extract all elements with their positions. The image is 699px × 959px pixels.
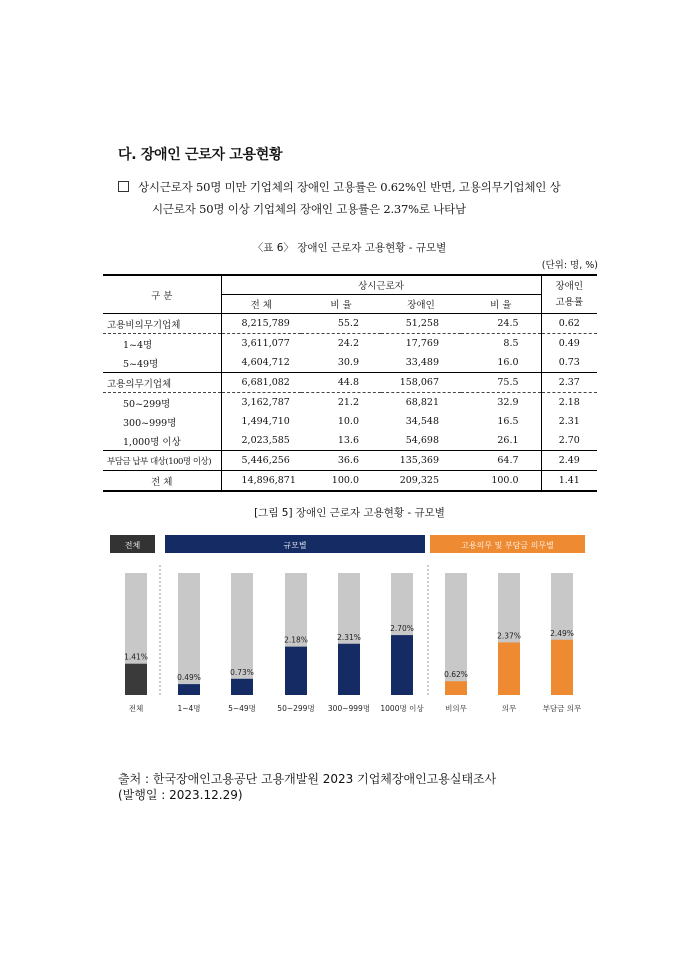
table-cell-ratio2: 100.0 — [461, 471, 541, 492]
group-header-total-label: 전체 — [124, 541, 141, 550]
data-label: 2.18% — [284, 635, 308, 645]
header-category: 구 분 — [103, 275, 221, 314]
table-row — [103, 412, 597, 431]
table-row — [103, 393, 597, 413]
table-cell-ratio1: 36.6 — [301, 451, 381, 471]
data-label: 2.37% — [497, 631, 521, 641]
header-group: 상시근로자 — [221, 275, 541, 295]
table-cell-label: 300~999명 — [123, 417, 177, 429]
header-total: 전 체 — [221, 295, 301, 314]
bar — [391, 635, 413, 695]
table-cell-rate: 2.70 — [541, 431, 597, 451]
bar — [551, 640, 573, 695]
table-cell-disabled: 17,769 — [405, 338, 439, 349]
group-header-size-label: 규모별 — [283, 541, 307, 550]
table-cell-total: 8,215,789 — [221, 314, 301, 334]
table-cell-label: 5~49명 — [103, 353, 221, 373]
table-cell-label: 전 체 — [103, 471, 221, 492]
table-cell-total: 6,681,082 — [221, 373, 301, 393]
bar — [285, 647, 307, 695]
bar — [445, 681, 467, 695]
table-cell-total: 2,023,585 — [221, 431, 301, 451]
table-cell-ratio1: 13.6 — [301, 431, 381, 451]
table-row — [103, 451, 597, 471]
header-ratio1: 비 율 — [301, 295, 381, 314]
table-cell-ratio2: 8.5 — [503, 338, 519, 349]
table-cell-ratio1: 30.9 — [301, 353, 381, 373]
table-cell-ratio1: 24.2 — [337, 338, 359, 349]
table-cell-ratio1: 21.2 — [337, 397, 359, 408]
table-row — [103, 353, 597, 373]
employment-table — [103, 274, 597, 492]
bar — [338, 644, 360, 695]
header-ratio2: 비 율 — [461, 295, 541, 314]
table-cell-disabled: 34,548 — [405, 416, 439, 427]
data-label: 0.73% — [230, 667, 254, 677]
table-cell-rate: 2.37 — [541, 373, 597, 393]
source-line-2: (발행일 : 2023.12.29) — [118, 788, 243, 802]
table-cell-rate: 0.49 — [541, 334, 597, 354]
category-label: 300~999명 — [327, 704, 371, 713]
summary-line-1: 상시근로자 50명 미만 기업체의 장애인 고용률은 0.62%인 반면, 고용의무기업체인 상 — [138, 180, 561, 194]
category-label: 의무 — [501, 704, 517, 713]
table-cell-disabled: 158,067 — [381, 373, 461, 393]
table-cell-label: 1~4명 — [123, 339, 153, 351]
table-cell-ratio1: 100.0 — [301, 471, 381, 492]
table-cell-label: 고용비의무기업체 — [103, 314, 221, 334]
table-cell-label: 1,000명 이상 — [103, 431, 221, 451]
table-cell-ratio2: 32.9 — [497, 397, 519, 408]
category-label: 1000명 이상 — [380, 704, 424, 713]
table-cell-ratio2: 24.5 — [461, 314, 541, 334]
table-row — [103, 471, 597, 492]
table-cell-ratio2: 26.1 — [461, 431, 541, 451]
header-disabled: 장애인 — [381, 295, 461, 314]
category-label: 50~299명 — [277, 704, 315, 713]
table-cell-ratio2: 16.0 — [461, 353, 541, 373]
table-cell-rate: 2.49 — [541, 451, 597, 471]
data-label: 0.62% — [444, 670, 468, 680]
bar — [178, 684, 200, 695]
table-cell-total: 4,604,712 — [221, 353, 301, 373]
table-row — [103, 373, 597, 393]
figure-caption: [그림 5] 장애인 근로자 고용현황 - 규모별 — [254, 507, 445, 519]
table-cell-rate: 2.31 — [541, 412, 597, 431]
table-cell-ratio2: 16.5 — [497, 416, 519, 427]
source-note — [118, 771, 496, 803]
header-rate-line1: 장애인 — [555, 280, 584, 292]
table-cell-rate: 1.41 — [541, 471, 597, 492]
table-caption: 〈표 6〉 장애인 근로자 고용현황 - 규모별 — [252, 242, 447, 254]
group-header-obligation-label: 고용의무 및 부담금 의무별 — [461, 541, 554, 550]
table-row — [103, 431, 597, 451]
table-cell-disabled: 68,821 — [405, 397, 439, 408]
data-label: 2.31% — [337, 632, 361, 642]
table-cell-disabled: 51,258 — [381, 314, 461, 334]
table-cell-rate: 0.62 — [541, 314, 597, 334]
table-cell-ratio1: 44.8 — [301, 373, 381, 393]
table-cell-total: 3,611,077 — [221, 334, 301, 354]
table-cell-ratio2: 75.5 — [461, 373, 541, 393]
table-cell-disabled: 209,325 — [381, 471, 461, 492]
header-rate — [541, 275, 597, 314]
checkbox-bullet-icon — [118, 181, 129, 192]
table-cell-ratio2: 64.7 — [461, 451, 541, 471]
table-row — [103, 334, 597, 354]
employment-rate-chart — [110, 533, 590, 718]
bar — [231, 679, 253, 695]
table-cell-disabled: 54,698 — [381, 431, 461, 451]
category-label: 1~4명 — [177, 704, 201, 713]
table-cell-ratio1: 10.0 — [337, 416, 359, 427]
table-cell-disabled: 135,369 — [381, 451, 461, 471]
table-cell-total: 3,162,787 — [221, 393, 301, 413]
table-row — [103, 314, 597, 334]
table-cell-rate: 0.73 — [541, 353, 597, 373]
table-cell-ratio1: 55.2 — [301, 314, 381, 334]
bar — [125, 664, 147, 695]
table-cell-total: 5,446,256 — [221, 451, 301, 471]
section-heading: 다. 장애인 근로자 고용현황 — [118, 147, 283, 163]
category-label: 전체 — [128, 704, 144, 713]
table-cell-total: 1,494,710 — [221, 412, 301, 431]
table-cell-rate: 2.18 — [541, 393, 597, 413]
summary-line-2: 시근로자 50명 이상 기업체의 장애인 고용률은 2.37%로 나타남 — [152, 202, 466, 216]
header-rate-line2: 고용률 — [555, 296, 584, 308]
category-label: 비의무 — [445, 704, 467, 713]
table-cell-label: 고용의무기업체 — [103, 373, 221, 393]
table-cell-label: 부담금 납부 대상(100명 이상) — [103, 451, 221, 471]
table-cell-total: 14,896,871 — [221, 471, 301, 492]
source-line-1: 출처 : 한국장애인고용공단 고용개발원 2023 기업체장애인고용실태조사 — [118, 772, 497, 786]
data-label: 1.41% — [124, 652, 148, 662]
table-cell-disabled: 33,489 — [381, 353, 461, 373]
data-label: 2.49% — [550, 628, 574, 638]
data-label: 2.70% — [390, 624, 414, 634]
table-cell-label: 50~299명 — [123, 398, 171, 410]
data-label: 0.49% — [177, 673, 201, 683]
table-unit: (단위: 명, %) — [541, 260, 598, 271]
bar — [498, 642, 520, 695]
category-label: 5~49명 — [228, 704, 256, 713]
category-label: 부담금 의무 — [542, 704, 582, 713]
